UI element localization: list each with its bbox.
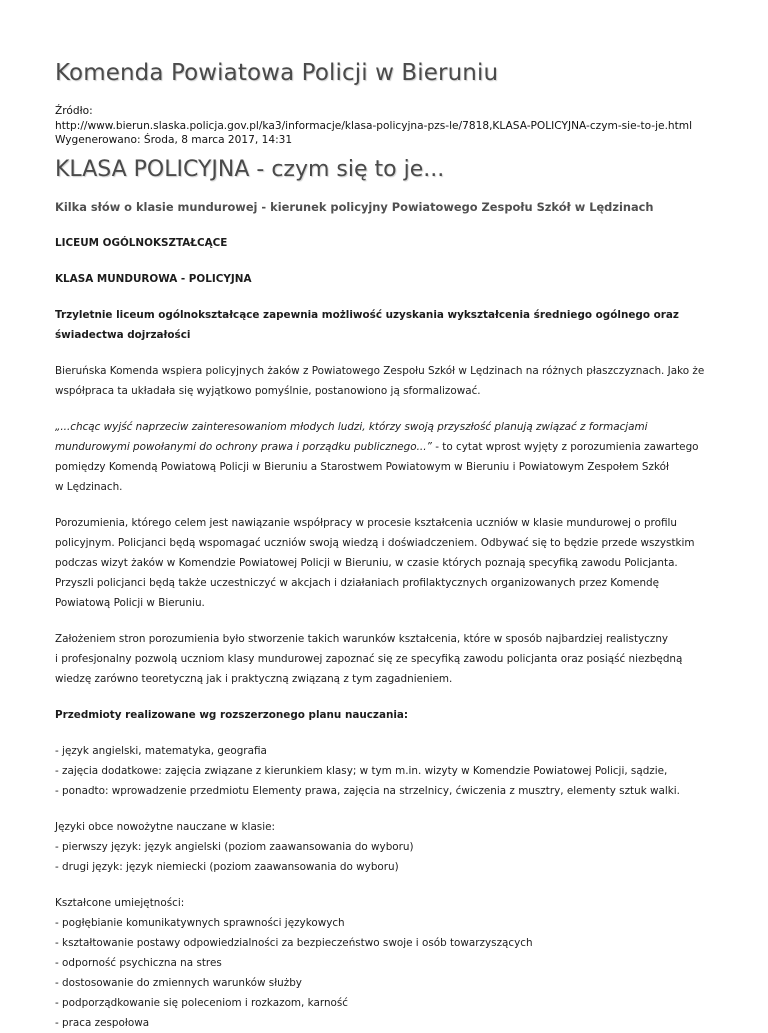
paragraph-1-line1: Bieruńska Komenda wspiera policyjnych żaków z Powiatowego Zespołu Szkół w Lędzinach na różnych płaszczyznach. Jako że	[55, 364, 705, 377]
paragraph-3-line3: podczas wizyt żaków w Komendzie Powiatowej Policji w Bieruniu, w czasie których poznają specyfiką zawodu Policjanta.	[55, 556, 678, 569]
article-lead: Kilka słów o klasie mundurowej - kierunek policyjny Powiatowego Zespołu Szkół w Lędzinach	[55, 199, 654, 214]
paragraph-4-line3: wiedzę zarówno teoretyczną jak i praktyczną związaną z tym zagadnieniem.	[55, 672, 453, 685]
list-item: - podporządkowanie się poleceniom i rozkazom, karność	[55, 996, 349, 1009]
source-label: Źródło:	[55, 105, 93, 117]
paragraph-3	[55, 513, 715, 613]
skills-block	[55, 893, 715, 1033]
paragraph-4-line1: Założeniem stron porozumienia było stworzenie takich warunków kształcenia, które w sposób najbardziej realistyczny	[55, 632, 669, 645]
paragraph-1-line2: współpraca ta układała się wyjątkowo pomyślnie, postanowiono ją sformalizować.	[55, 384, 481, 397]
article-title: KLASA POLICYJNA - czym się to je...	[55, 156, 445, 182]
paragraph-3-line5: Powiatową Policji w Bieruniu.	[55, 596, 205, 609]
list-item: - drugi język: język niemiecki (poziom zaawansowania do wyboru)	[55, 860, 399, 873]
subjects-heading: Przedmioty realizowane wg rozszerzonego planu nauczania:	[55, 708, 409, 721]
generated-date: Wygenerowano: Środa, 8 marca 2017, 14:31	[55, 134, 293, 146]
list-item: - praca zespołowa	[55, 1016, 150, 1029]
quote-line1: „...chcąc wyjść naprzeciw zainteresowaniom młodych ludzi, którzy swoją przyszłość planują związać z formacjami	[55, 420, 648, 433]
heading-school: LICEUM OGÓLNOKSZTAŁCĄCE	[55, 236, 228, 249]
paragraph-4-line2: i profesjonalny pozwolą uczniom klasy mundurowej zapoznać się ze specyfiką zawodu policjanta oraz posiąść niezbędną	[55, 652, 683, 665]
languages-block	[55, 817, 715, 877]
list-item: - ponadto: wprowadzenie przedmiotu Elementy prawa, zajęcia na strzelnicy, ćwiczenia z musztry, elementy sztuk walki.	[55, 784, 680, 797]
skills-heading: Kształcone umiejętności:	[55, 896, 185, 909]
list-item: - pogłębianie komunikatywnych sprawności językowych	[55, 916, 345, 929]
source-url: http://www.bierun.slaska.policja.gov.pl/ka3/informacje/klasa-policyjna-pzs-le/7818,KLASA-POLICYJNA-czym-sie-to-je.html	[55, 119, 693, 132]
quote-line2: mundurowymi powołanymi do ochrony prawa i porządku publicznego...”	[55, 440, 432, 453]
paragraph-4	[55, 629, 715, 689]
heading-class: KLASA MUNDUROWA - POLICYJNA	[55, 272, 252, 285]
languages-heading: Języki obce nowożytne nauczane w klasie:	[55, 820, 276, 833]
paragraph-2-line4: w Lędzinach.	[55, 480, 123, 493]
list-item: - zajęcia dodatkowe: zajęcia związane z kierunkiem klasy; w tym m.in. wizyty w Komendzie Powiatowej Policji, sądzie,	[55, 764, 668, 777]
paragraph-2-line3: pomiędzy Komendą Powiatową Policji w Bieruniu a Starostwem Powiatowym w Bieruniu i Powiatowym Zespołem Szkół	[55, 460, 669, 473]
heading-three-year-line2: świadectwa dojrzałości	[55, 328, 191, 341]
paragraph-3-line1: Porozumienia, którego celem jest nawiązanie współpracy w procesie kształcenia uczniów w klasie mundurowej o profilu	[55, 516, 677, 529]
paragraph-2-rest: - to cytat wprost wyjęty z porozumienia zawartego	[431, 440, 699, 453]
paragraph-2	[55, 417, 715, 497]
paragraph-1	[55, 361, 715, 401]
list-item: - odporność psychiczna na stres	[55, 956, 222, 969]
paragraph-3-line2: policyjnym. Policjanci będą wspomagać uczniów swoją wiedzą i doświadczeniem. Odbywać się to będzie przede wszystkim	[55, 536, 695, 549]
heading-three-year	[55, 305, 715, 345]
article-body	[55, 233, 715, 1033]
source-block	[55, 104, 715, 148]
list-item: - kształtowanie postawy odpowiedzialności za bezpieczeństwo swoje i osób towarzyszących	[55, 936, 533, 949]
site-title: Komenda Powiatowa Policji w Bieruniu	[55, 60, 499, 86]
paragraph-3-line4: Przyszli policjanci będą także uczestniczyć w akcjach i działaniach profilaktycznych organizowanych przez Komendę	[55, 576, 660, 589]
heading-three-year-line1: Trzyletnie liceum ogólnokształcące zapewnia możliwość uzyskania wykształcenia średniego ogólnego oraz	[55, 308, 679, 321]
list-item: - język angielski, matematyka, geografia	[55, 744, 267, 757]
list-item: - dostosowanie do zmiennych warunków służby	[55, 976, 302, 989]
list-item: - pierwszy język: język angielski (poziom zaawansowania do wyboru)	[55, 840, 414, 853]
subjects-list	[55, 741, 715, 801]
